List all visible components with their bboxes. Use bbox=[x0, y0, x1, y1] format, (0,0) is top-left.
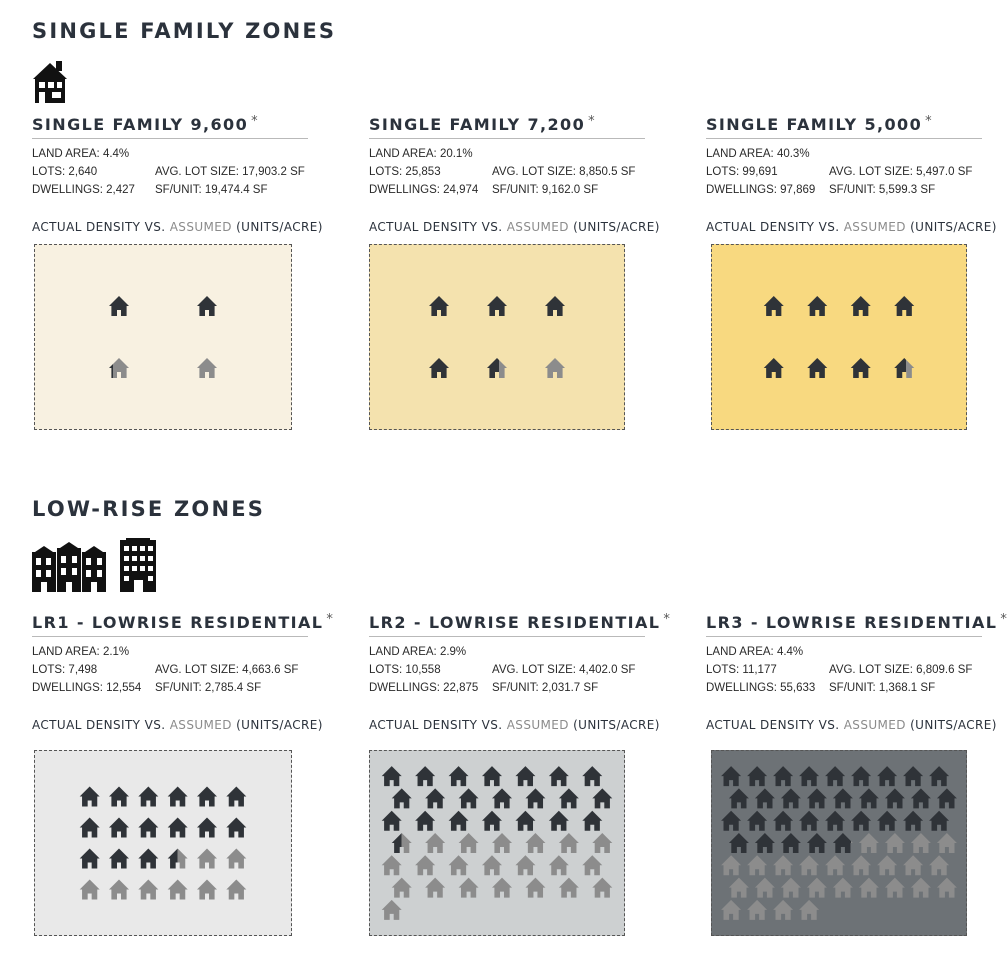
house-icon bbox=[807, 358, 827, 378]
house-icon bbox=[833, 833, 853, 853]
house-icon bbox=[109, 818, 129, 838]
house-icon bbox=[582, 766, 602, 786]
house-icon bbox=[911, 878, 931, 898]
house-icon bbox=[903, 766, 923, 786]
section-title-lowrise: LOW-RISE ZONES bbox=[32, 497, 266, 521]
density-label bbox=[369, 718, 660, 732]
house-icon bbox=[885, 788, 905, 808]
dwellings: DWELLINGS: 55,633 bbox=[706, 682, 816, 694]
house-icon bbox=[109, 787, 129, 807]
house-icon bbox=[903, 811, 923, 831]
house-icon bbox=[825, 855, 845, 875]
zone-title-text: SINGLE FAMILY 9,600 bbox=[32, 115, 249, 134]
house-icon bbox=[487, 358, 507, 378]
house-icon bbox=[755, 833, 775, 853]
lowrise-buildings-icon bbox=[32, 538, 160, 597]
house-icon bbox=[582, 811, 602, 831]
house-icon bbox=[911, 788, 931, 808]
house-icon bbox=[109, 358, 129, 378]
house-icon bbox=[382, 900, 402, 920]
density-label-prefix: ACTUAL DENSITY VS. bbox=[32, 718, 170, 732]
density-label-suffix: (UNITS/ACRE) bbox=[905, 718, 997, 732]
house-icon bbox=[721, 766, 741, 786]
density-box bbox=[369, 244, 625, 430]
house-icon bbox=[929, 811, 949, 831]
sf-per-unit: SF/UNIT: 2,031.7 SF bbox=[492, 682, 599, 694]
house-icon bbox=[764, 358, 784, 378]
house-icon bbox=[80, 818, 100, 838]
density-label-assumed: ASSUMED bbox=[843, 718, 906, 732]
density-label-prefix: ACTUAL DENSITY VS. bbox=[706, 718, 844, 732]
house-icon bbox=[825, 766, 845, 786]
dwellings: DWELLINGS: 12,554 bbox=[32, 682, 142, 694]
house-icon bbox=[459, 788, 479, 808]
zone-title-asterisk: * bbox=[588, 114, 597, 129]
house-icon bbox=[755, 788, 775, 808]
avg-lot-size: AVG. LOT SIZE: 8,850.5 SF bbox=[492, 166, 636, 178]
house-icon bbox=[226, 787, 246, 807]
house-icon bbox=[482, 855, 502, 875]
house-icon bbox=[492, 788, 512, 808]
house-icon bbox=[492, 878, 512, 898]
density-label-suffix: (UNITS/ACRE) bbox=[231, 220, 323, 234]
house-icon bbox=[799, 855, 819, 875]
house-icon bbox=[138, 787, 158, 807]
zone-card-lr3 bbox=[706, 612, 1008, 940]
house-icon bbox=[721, 900, 741, 920]
zone-card-sf7200 bbox=[369, 114, 660, 434]
house-icon bbox=[138, 880, 158, 900]
house-icon bbox=[226, 818, 246, 838]
zone-title bbox=[32, 612, 335, 632]
house-icon bbox=[109, 296, 129, 316]
zone-card-sf5000 bbox=[706, 114, 997, 434]
title-divider bbox=[32, 636, 308, 637]
zone-title-asterisk: * bbox=[326, 612, 335, 627]
house-icon bbox=[781, 878, 801, 898]
house-icon bbox=[545, 296, 565, 316]
lots: LOTS: 99,691 bbox=[706, 166, 778, 178]
house-icon bbox=[559, 788, 579, 808]
sf-per-unit: SF/UNIT: 9,162.0 SF bbox=[492, 184, 599, 196]
house-icon bbox=[425, 833, 445, 853]
lots: LOTS: 11,177 bbox=[706, 664, 777, 676]
density-label-assumed: ASSUMED bbox=[506, 718, 569, 732]
house-icon bbox=[592, 878, 612, 898]
house-icon bbox=[425, 878, 445, 898]
zone-title-text: LR1 - LOWRISE RESIDENTIAL bbox=[32, 613, 324, 632]
zone-title-text: LR2 - LOWRISE RESIDENTIAL bbox=[369, 613, 661, 632]
land-area: LAND AREA: 4.4% bbox=[706, 646, 804, 658]
house-icon bbox=[226, 849, 246, 869]
density-box bbox=[34, 750, 292, 936]
house-icon bbox=[549, 855, 569, 875]
house-icon bbox=[747, 900, 767, 920]
house-icon bbox=[894, 296, 914, 316]
density-label-assumed: ASSUMED bbox=[169, 718, 232, 732]
house-icon bbox=[80, 849, 100, 869]
house-icon bbox=[392, 788, 412, 808]
house-icon bbox=[851, 766, 871, 786]
density-box bbox=[711, 244, 967, 430]
zone-title-asterisk: * bbox=[925, 114, 934, 129]
house-icon bbox=[877, 766, 897, 786]
house-icon bbox=[937, 788, 957, 808]
density-label-assumed: ASSUMED bbox=[506, 220, 569, 234]
house-icon bbox=[415, 766, 435, 786]
house-icon bbox=[392, 833, 412, 853]
dwellings: DWELLINGS: 22,875 bbox=[369, 682, 479, 694]
avg-lot-size: AVG. LOT SIZE: 5,497.0 SF bbox=[829, 166, 973, 178]
title-divider bbox=[369, 636, 645, 637]
house-icon bbox=[515, 855, 535, 875]
house-icon bbox=[429, 296, 449, 316]
density-label bbox=[32, 718, 323, 732]
house-icon bbox=[459, 878, 479, 898]
house-icon bbox=[721, 855, 741, 875]
house-icon bbox=[138, 818, 158, 838]
density-box bbox=[369, 750, 625, 936]
house-icon bbox=[549, 766, 569, 786]
house-icon bbox=[851, 296, 871, 316]
house-icon bbox=[482, 766, 502, 786]
land-area: LAND AREA: 4.4% bbox=[32, 148, 130, 160]
zone-title-text: SINGLE FAMILY 7,200 bbox=[369, 115, 586, 134]
house-icon bbox=[799, 811, 819, 831]
house-icon bbox=[525, 788, 545, 808]
house-icon bbox=[851, 358, 871, 378]
dwellings: DWELLINGS: 97,869 bbox=[706, 184, 816, 196]
house-icon bbox=[859, 878, 879, 898]
house-icon bbox=[109, 849, 129, 869]
house-icon bbox=[449, 766, 469, 786]
house-icon bbox=[449, 811, 469, 831]
title-divider bbox=[706, 138, 982, 139]
density-label-assumed: ASSUMED bbox=[843, 220, 906, 234]
zone-title bbox=[369, 612, 672, 632]
lots: LOTS: 25,853 bbox=[369, 166, 441, 178]
house-icon bbox=[851, 811, 871, 831]
house-icon bbox=[392, 878, 412, 898]
house-icon bbox=[755, 878, 775, 898]
house-icon bbox=[747, 811, 767, 831]
house-icon bbox=[582, 855, 602, 875]
house-icon bbox=[168, 880, 188, 900]
dwellings: DWELLINGS: 24,974 bbox=[369, 184, 479, 196]
density-label-suffix: (UNITS/ACRE) bbox=[568, 718, 660, 732]
house-icon bbox=[559, 833, 579, 853]
density-box bbox=[34, 244, 292, 430]
house-icon bbox=[799, 900, 819, 920]
zone-title-asterisk: * bbox=[251, 114, 260, 129]
house-icon bbox=[197, 849, 217, 869]
house-icon bbox=[592, 833, 612, 853]
house-icon bbox=[807, 296, 827, 316]
house-icon bbox=[425, 788, 445, 808]
house-icon bbox=[929, 766, 949, 786]
density-label-prefix: ACTUAL DENSITY VS. bbox=[369, 718, 507, 732]
house-icon bbox=[781, 833, 801, 853]
house-icon bbox=[168, 818, 188, 838]
house-icon bbox=[197, 296, 217, 316]
house-icon bbox=[168, 849, 188, 869]
zone-title-text: LR3 - LOWRISE RESIDENTIAL bbox=[706, 613, 998, 632]
house-icon bbox=[807, 788, 827, 808]
house-icon bbox=[525, 878, 545, 898]
house-icon bbox=[807, 833, 827, 853]
density-label-suffix: (UNITS/ACRE) bbox=[905, 220, 997, 234]
house-icon bbox=[773, 900, 793, 920]
house-icon bbox=[937, 833, 957, 853]
house-icon bbox=[525, 833, 545, 853]
zone-card-lr1 bbox=[32, 612, 335, 940]
house-icon bbox=[859, 833, 879, 853]
house-icon bbox=[449, 855, 469, 875]
house-icon bbox=[773, 766, 793, 786]
house-icon bbox=[515, 766, 535, 786]
house-icon bbox=[851, 855, 871, 875]
section-title-single-family: SINGLE FAMILY ZONES bbox=[32, 19, 337, 43]
house-icon bbox=[729, 833, 749, 853]
house-icon bbox=[382, 855, 402, 875]
title-divider bbox=[369, 138, 645, 139]
house-icon bbox=[168, 787, 188, 807]
density-label-prefix: ACTUAL DENSITY VS. bbox=[32, 220, 170, 234]
density-label-assumed: ASSUMED bbox=[169, 220, 232, 234]
density-label bbox=[32, 220, 323, 234]
house-icon bbox=[197, 818, 217, 838]
zone-title bbox=[706, 612, 1008, 632]
house-icon bbox=[197, 358, 217, 378]
house-icon bbox=[197, 880, 217, 900]
zone-card-sf9600 bbox=[32, 114, 323, 434]
house-icon bbox=[729, 788, 749, 808]
house-icon bbox=[833, 878, 853, 898]
zone-title-asterisk: * bbox=[663, 612, 672, 627]
sf-per-unit: SF/UNIT: 5,599.3 SF bbox=[829, 184, 936, 196]
house-icon bbox=[515, 811, 535, 831]
house-icon bbox=[459, 833, 479, 853]
house-icon bbox=[773, 811, 793, 831]
house-icon bbox=[885, 878, 905, 898]
land-area: LAND AREA: 40.3% bbox=[706, 148, 810, 160]
house-icon bbox=[138, 849, 158, 869]
house-icon bbox=[911, 833, 931, 853]
house-icon bbox=[429, 358, 449, 378]
house-icon bbox=[549, 811, 569, 831]
house-icon bbox=[592, 788, 612, 808]
density-box bbox=[711, 750, 967, 936]
house-icon bbox=[545, 358, 565, 378]
density-label-suffix: (UNITS/ACRE) bbox=[231, 718, 323, 732]
zone-title bbox=[369, 114, 645, 134]
sf-per-unit: SF/UNIT: 19,474.4 SF bbox=[155, 184, 268, 196]
house-icon bbox=[877, 811, 897, 831]
house-icon bbox=[415, 855, 435, 875]
lots: LOTS: 7,498 bbox=[32, 664, 98, 676]
avg-lot-size: AVG. LOT SIZE: 17,903.2 SF bbox=[155, 166, 305, 178]
density-label-prefix: ACTUAL DENSITY VS. bbox=[369, 220, 507, 234]
density-label bbox=[706, 220, 997, 234]
house-icon bbox=[747, 855, 767, 875]
house-icon bbox=[773, 855, 793, 875]
house-icon bbox=[877, 855, 897, 875]
house-icon bbox=[197, 787, 217, 807]
title-divider bbox=[32, 138, 308, 139]
avg-lot-size: AVG. LOT SIZE: 4,402.0 SF bbox=[492, 664, 636, 676]
density-label-prefix: ACTUAL DENSITY VS. bbox=[706, 220, 844, 234]
density-label bbox=[706, 718, 997, 732]
house-icon bbox=[226, 880, 246, 900]
zone-title-text: SINGLE FAMILY 5,000 bbox=[706, 115, 923, 134]
house-icon bbox=[487, 296, 507, 316]
house-icon bbox=[937, 878, 957, 898]
zone-card-lr2 bbox=[369, 612, 672, 940]
house-icon bbox=[747, 766, 767, 786]
house-icon bbox=[903, 855, 923, 875]
house-icon bbox=[109, 880, 129, 900]
house-icon bbox=[382, 766, 402, 786]
house-icon bbox=[929, 855, 949, 875]
density-label-suffix: (UNITS/ACRE) bbox=[568, 220, 660, 234]
house-icon bbox=[825, 811, 845, 831]
house-icon bbox=[807, 878, 827, 898]
house-icon bbox=[80, 880, 100, 900]
sf-per-unit: SF/UNIT: 2,785.4 SF bbox=[155, 682, 262, 694]
house-icon bbox=[559, 878, 579, 898]
avg-lot-size: AVG. LOT SIZE: 4,663.6 SF bbox=[155, 664, 299, 676]
sf-per-unit: SF/UNIT: 1,368.1 SF bbox=[829, 682, 936, 694]
house-icon bbox=[721, 811, 741, 831]
lots: LOTS: 10,558 bbox=[369, 664, 441, 676]
title-divider bbox=[706, 636, 982, 637]
house-icon bbox=[894, 358, 914, 378]
land-area: LAND AREA: 2.9% bbox=[369, 646, 467, 658]
house-icon bbox=[482, 811, 502, 831]
density-label bbox=[369, 220, 660, 234]
lots: LOTS: 2,640 bbox=[32, 166, 98, 178]
zone-title bbox=[706, 114, 982, 134]
house-icon bbox=[833, 788, 853, 808]
house-icon bbox=[492, 833, 512, 853]
zone-title-asterisk: * bbox=[1000, 612, 1008, 627]
house-icon bbox=[799, 766, 819, 786]
house-icon bbox=[859, 788, 879, 808]
dwellings: DWELLINGS: 2,427 bbox=[32, 184, 135, 196]
avg-lot-size: AVG. LOT SIZE: 6,809.6 SF bbox=[829, 664, 973, 676]
house-icon bbox=[415, 811, 435, 831]
house-icon bbox=[781, 788, 801, 808]
house-icon bbox=[885, 833, 905, 853]
land-area: LAND AREA: 20.1% bbox=[369, 148, 473, 160]
house-icon bbox=[764, 296, 784, 316]
house-icon bbox=[80, 787, 100, 807]
land-area: LAND AREA: 2.1% bbox=[32, 646, 130, 658]
single-family-house-icon bbox=[32, 59, 68, 108]
house-icon bbox=[382, 811, 402, 831]
zone-title bbox=[32, 114, 308, 134]
house-icon bbox=[729, 878, 749, 898]
